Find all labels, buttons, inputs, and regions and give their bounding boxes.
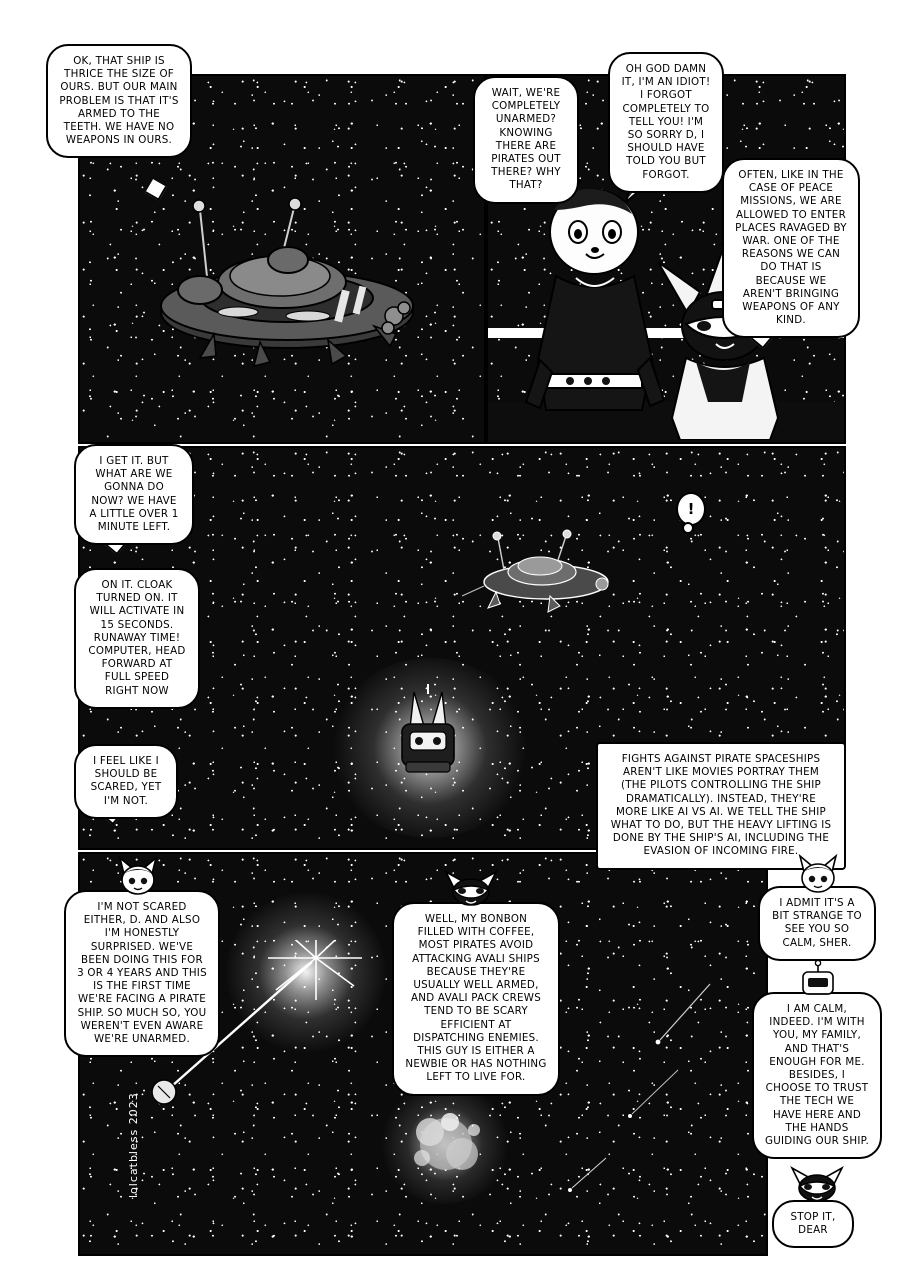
avatar-dee-icon-2 xyxy=(796,854,840,894)
speech-bubble-admit-strange xyxy=(758,886,876,961)
avatar-dee-icon xyxy=(116,856,160,896)
artist-signature: lolcatbless 2023 xyxy=(127,1092,140,1198)
avatar-robot-icon xyxy=(796,960,840,1000)
pirate-ship-small xyxy=(462,526,632,622)
bubble-text: WELL, MY BONBON FILLED WITH COFFEE, MOST PIRATES AVOID ATTACKING AVALI SHIPS BECAUSE THEY'RE USUALLY WELL ARMED, AND AVALI PACK CREWS TEND TO BE SCARY EFFICIENT AT DISPATCHING ENEMIES. THIS GUY IS EITHER A NEWBIE OR HAS NOTHING LEFT TO LIVE FOR. xyxy=(405,913,547,1084)
speech-bubble-oh-god-damn-it xyxy=(608,52,724,193)
bubble-text: OH GOD DAMN IT, I'M AN IDIOT! I FORGOT COMPLETELY TO TELL YOU! I'M SO SORRY D, I SHOULD HAVE TOLD YOU BUT FORGOT. xyxy=(621,63,711,181)
avatar-sher-icon-2 xyxy=(790,1164,844,1204)
exclamation-mark: ! xyxy=(687,500,695,518)
bubble-text: ON IT. CLOAK TURNED ON. IT WILL ACTIVATE IN 15 SECONDS. RUNAWAY TIME! COMPUTER, HEAD FORWARD AT FULL SPEED RIGHT NOW xyxy=(88,579,186,697)
speech-bubble-cloak-turned-on xyxy=(74,568,200,709)
bubble-text: STOP IT, DEAR xyxy=(790,1211,836,1237)
crew-ship-cloaking xyxy=(380,684,476,794)
bubble-text: I ADMIT IT'S A BIT STRANGE TO SEE YOU SO CALM, SHER. xyxy=(772,897,862,949)
speech-bubble-ship-size xyxy=(46,44,192,158)
bubble-text: I FEEL LIKE I SHOULD BE SCARED, YET I'M NOT. xyxy=(90,755,162,807)
bubble-text: I AM CALM, INDEED. I'M WITH YOU, MY FAMILY, AND THAT'S ENOUGH FOR ME. BESIDES, I CHOOSE TO TRUST THE TECH WE HAVE HERE AND THE HANDS GUIDING OUR SHIP. xyxy=(765,1003,869,1148)
speech-bubble-i-get-it xyxy=(74,444,194,545)
speech-bubble-completely-unarmed xyxy=(473,76,579,204)
bubble-text: WAIT, WE'RE COMPLETELY UNARMED? KNOWING THERE ARE PIRATES OUT THERE? WHY THAT? xyxy=(491,87,561,192)
bubble-text: OFTEN, LIKE IN THE CASE OF PEACE MISSIONS, WE ARE ALLOWED TO ENTER PLACES RAVAGED BY WAR. ONE OF THE REASONS WE CAN DO THAT IS BECAUSE WE AREN'T BRINGING WEAPONS OF ANY KIND. xyxy=(735,169,847,327)
speech-bubble-stop-it-dear xyxy=(772,1200,854,1248)
speech-bubble-peace-missions xyxy=(722,158,860,338)
narration-box-ai-fights xyxy=(596,742,846,870)
speech-bubble-i-feel-like xyxy=(74,744,178,819)
bubble-text: I'M NOT SCARED EITHER, D. AND ALSO I'M HONESTLY SURPRISED. WE'VE BEEN DOING THIS FOR 3 OR 4 YEARS AND THIS IS THE FIRST TIME WE'RE FACING A PIRATE SHIP. SO MUCH SO, YOU WEREN'T EVEN AWARE WE'RE UNARMED. xyxy=(77,901,207,1046)
speech-bubble-not-scared-either xyxy=(64,890,220,1057)
debris-cloud xyxy=(392,1092,502,1196)
narration-text: FIGHTS AGAINST PIRATE SPACESHIPS AREN'T LIKE MOVIES PORTRAY THEM (THE PILOTS CONTROLLING THE SHIP DRAMATICALLY). INSTEAD, THEY'RE MORE LIKE AI VS AI. WE TELL THE SHIP WHAT TO DO, BUT THE HEAVY LIFTING IS DONE BY THE SHIP'S AI, INCLUDING THE EVASION OF INCOMING FIRE. xyxy=(610,753,832,858)
avatar-sher-icon xyxy=(444,868,498,908)
bubble-text: OK, THAT SHIP IS THRICE THE SIZE OF OURS. BUT OUR MAIN PROBLEM IS THAT IT'S ARMED TO THE TEETH. WE HAVE NO WEAPONS IN OURS. xyxy=(59,55,179,147)
bubble-text: I GET IT. BUT WHAT ARE WE GONNA DO NOW? WE HAVE A LITTLE OVER 1 MINUTE LEFT. xyxy=(89,455,179,534)
speech-bubble-bonbon-coffee xyxy=(392,902,560,1096)
speech-bubble-i-am-calm xyxy=(752,992,882,1159)
pirate-ship-large xyxy=(142,194,432,374)
exclamation-bubble-marker xyxy=(676,492,706,526)
